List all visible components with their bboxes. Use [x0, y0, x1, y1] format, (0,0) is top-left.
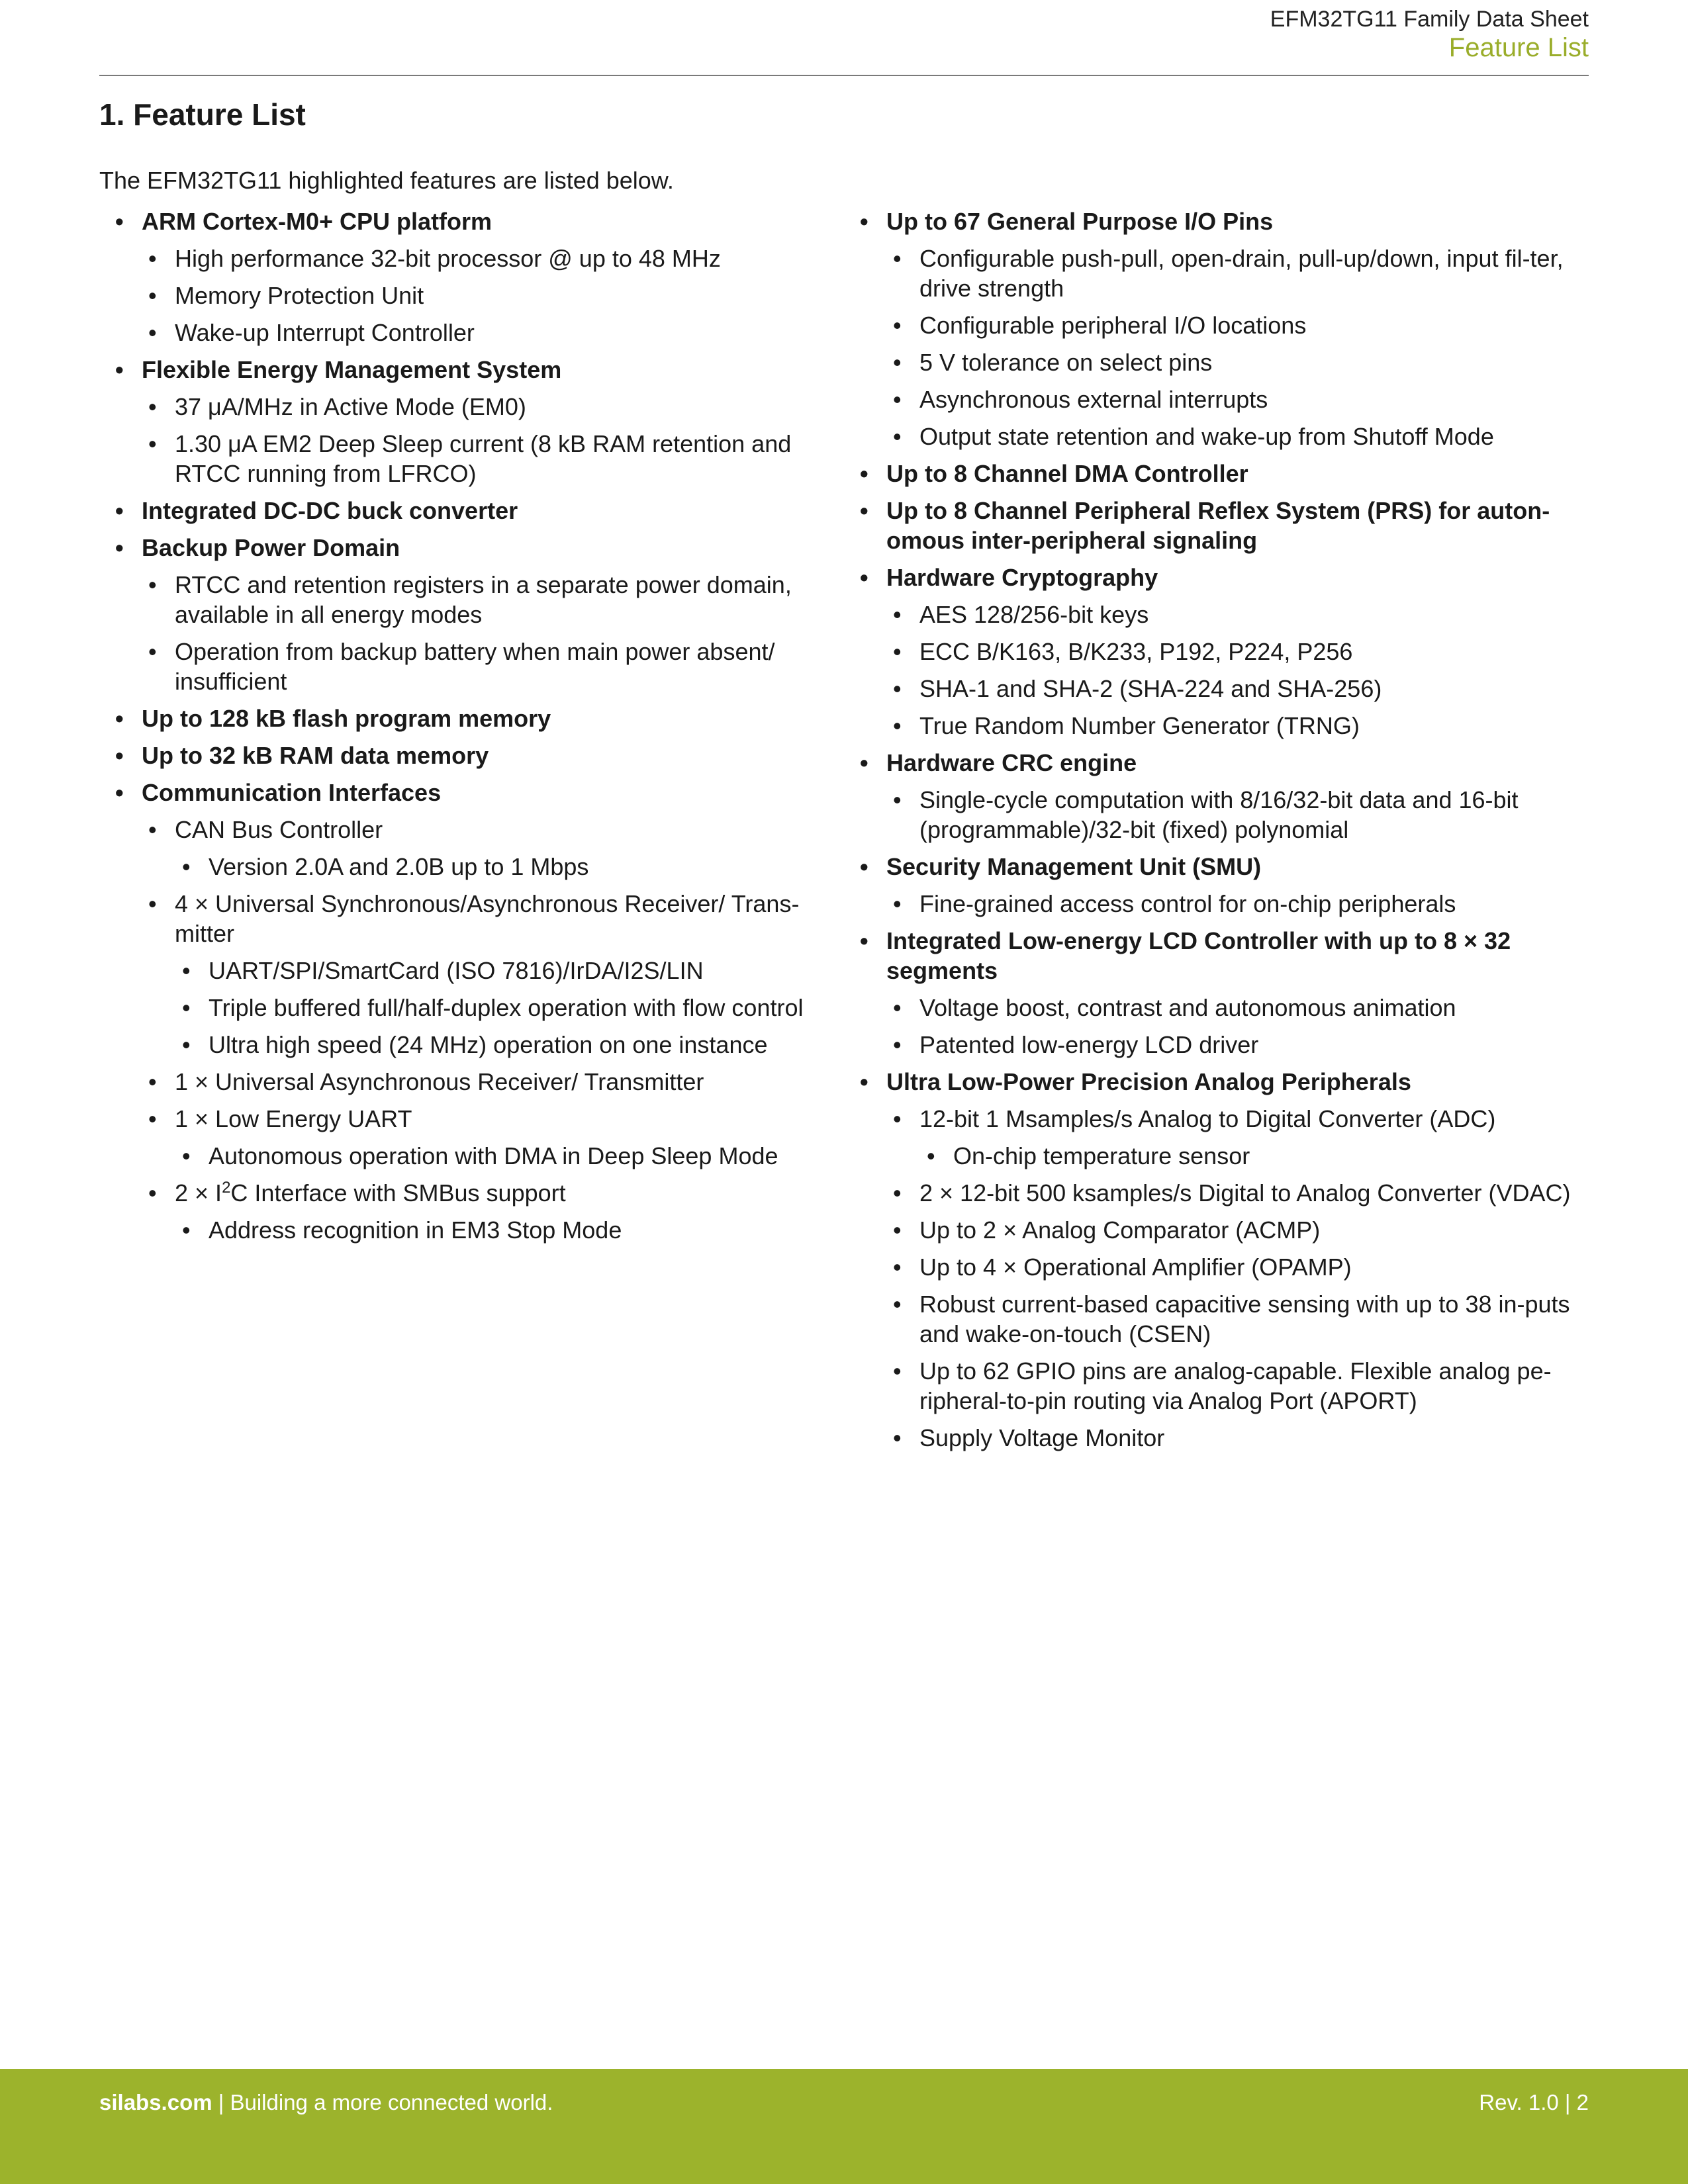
- feature-text: Security Management Unit (SMU): [886, 853, 1262, 880]
- feature-text: CAN Bus Controller: [175, 816, 383, 843]
- feature-column-left: [113, 206, 834, 1252]
- feature-text: Address recognition in EM3 Stop Mode: [209, 1216, 622, 1244]
- feature-item-level-2: [857, 600, 1589, 629]
- feature-item-level-3: [857, 1141, 1589, 1171]
- feature-item-level-3: [113, 993, 834, 1023]
- feature-text: Ultra high speed (24 MHz) operation on one instance: [209, 1031, 768, 1058]
- feature-text: Operation from backup battery when main power absent/ insufficient: [175, 638, 775, 695]
- feature-text: Robust current-based capacitive sensing with up to 38 in-puts and wake-on-touch (CSEN): [919, 1291, 1570, 1347]
- feature-item-level-2: [857, 422, 1589, 451]
- feature-text: AES 128/256-bit keys: [919, 601, 1149, 628]
- feature-item-level-2: [113, 889, 834, 948]
- footer-site-link[interactable]: silabs.com: [99, 2090, 212, 2115]
- feature-item-level-1: [857, 563, 1589, 592]
- feature-item-level-1: [113, 533, 834, 563]
- feature-item-level-1: [113, 741, 834, 770]
- feature-item-level-1: [113, 778, 834, 807]
- feature-item-level-2: [857, 637, 1589, 666]
- feature-item-level-3: [113, 956, 834, 985]
- feature-text: Triple buffered full/half-duplex operation with flow control: [209, 994, 804, 1021]
- feature-text: Autonomous operation with DMA in Deep Sleep Mode: [209, 1142, 778, 1169]
- feature-item-level-2: [857, 1356, 1589, 1416]
- feature-item-level-2: [113, 815, 834, 844]
- feature-text: Flexible Energy Management System: [142, 356, 562, 383]
- feature-item-level-2: [857, 1178, 1589, 1208]
- feature-item-level-2: [857, 385, 1589, 414]
- feature-text: On-chip temperature sensor: [953, 1142, 1250, 1169]
- feature-superscript: 2: [222, 1179, 231, 1197]
- feature-item-level-2: [857, 1104, 1589, 1134]
- feature-text: 1 × Low Energy UART: [175, 1105, 412, 1132]
- feature-text: 12-bit 1 Msamples/s Analog to Digital Converter (ADC): [919, 1105, 1496, 1132]
- section-title: 1. Feature List: [99, 97, 306, 132]
- feature-item-level-2: [113, 1104, 834, 1134]
- header-rule: [99, 75, 1589, 76]
- feature-item-level-2: [113, 570, 834, 629]
- feature-item-level-2: [113, 392, 834, 422]
- feature-item-level-2: [857, 1289, 1589, 1349]
- feature-item-level-1: [113, 496, 834, 525]
- feature-text: Memory Protection Unit: [175, 282, 424, 309]
- feature-text: Hardware CRC engine: [886, 749, 1137, 776]
- feature-text: Fine-grained access control for on-chip peripherals: [919, 890, 1456, 917]
- feature-item-level-2: [113, 429, 834, 488]
- feature-text: SHA-1 and SHA-2 (SHA-224 and SHA-256): [919, 675, 1382, 702]
- feature-text: Single-cycle computation with 8/16/32-bit data and 16-bit (programmable)/32-bit (fixed) polynomial: [919, 786, 1519, 843]
- feature-item-level-3: [113, 1030, 834, 1060]
- feature-item-level-2: [113, 1178, 834, 1208]
- feature-item-level-2: [857, 1252, 1589, 1282]
- footer-revision: Rev. 1.0 | 2: [1479, 2090, 1589, 2115]
- feature-text: Communication Interfaces: [142, 779, 442, 806]
- feature-text: 1 × Universal Asynchronous Receiver/ Transmitter: [175, 1068, 704, 1095]
- feature-item-level-1: [113, 355, 834, 385]
- feature-text: Output state retention and wake-up from Shutoff Mode: [919, 423, 1494, 450]
- feature-item-level-2: [113, 637, 834, 696]
- feature-item-level-2: [857, 993, 1589, 1023]
- feature-item-level-3: [113, 1215, 834, 1245]
- feature-text: Integrated Low-energy LCD Controller with up to 8 × 32 segments: [886, 927, 1511, 984]
- feature-text: True Random Number Generator (TRNG): [919, 712, 1360, 739]
- feature-item-level-2: [857, 674, 1589, 704]
- footer-tagline: | Building a more connected world.: [212, 2090, 553, 2115]
- feature-item-level-1: [857, 748, 1589, 778]
- feature-text: RTCC and retention registers in a separate power domain, available in all energy modes: [175, 571, 792, 628]
- feature-item-level-2: [857, 1423, 1589, 1453]
- feature-item-level-2: [857, 889, 1589, 919]
- feature-text: UART/SPI/SmartCard (ISO 7816)/IrDA/I2S/LIN: [209, 957, 704, 984]
- feature-text: High performance 32-bit processor @ up to 48 MHz: [175, 245, 721, 272]
- feature-list-left: [113, 206, 834, 1245]
- feature-text: 37 μA/MHz in Active Mode (EM0): [175, 393, 526, 420]
- feature-text: Configurable peripheral I/O locations: [919, 312, 1307, 339]
- feature-item-level-2: [113, 318, 834, 347]
- feature-text: Version 2.0A and 2.0B up to 1 Mbps: [209, 853, 589, 880]
- feature-text: Supply Voltage Monitor: [919, 1424, 1165, 1451]
- feature-text: 4 × Universal Synchronous/Asynchronous Receiver/ Trans-mitter: [175, 890, 800, 947]
- feature-text-after: C Interface with SMBus support: [230, 1179, 566, 1206]
- feature-item-level-2: [857, 347, 1589, 377]
- feature-item-level-2: [113, 281, 834, 310]
- feature-item-level-2: [113, 1067, 834, 1097]
- feature-item-level-2: [857, 711, 1589, 741]
- feature-item-level-2: [113, 244, 834, 273]
- footer-left: [99, 2090, 553, 2115]
- feature-item-level-2: [857, 785, 1589, 844]
- feature-item-level-2: [857, 1215, 1589, 1245]
- feature-list-right: [857, 206, 1589, 1453]
- feature-text: Up to 128 kB flash program memory: [142, 705, 551, 732]
- header-doc-title: EFM32TG11 Family Data Sheet: [1270, 7, 1589, 32]
- feature-text: 2 × 12-bit 500 ksamples/s Digital to Analog Converter (VDAC): [919, 1179, 1571, 1206]
- feature-text: Wake-up Interrupt Controller: [175, 319, 475, 346]
- feature-column-right: [857, 206, 1589, 1460]
- feature-text: Up to 8 Channel Peripheral Reflex System (PRS) for auton-omous inter-peripheral signaling: [886, 497, 1550, 554]
- feature-item-level-1: [857, 206, 1589, 236]
- feature-text: 1.30 μA EM2 Deep Sleep current (8 kB RAM retention and RTCC running from LFRCO): [175, 430, 792, 487]
- feature-item-level-3: [113, 1141, 834, 1171]
- feature-item-level-2: [857, 1030, 1589, 1060]
- feature-text: Configurable push-pull, open-drain, pull-up/down, input fil-ter, drive strength: [919, 245, 1564, 302]
- feature-text: Up to 2 × Analog Comparator (ACMP): [919, 1216, 1321, 1244]
- feature-text: ECC B/K163, B/K233, P192, P224, P256: [919, 638, 1353, 665]
- feature-item-level-3: [113, 852, 834, 882]
- feature-text: Integrated DC-DC buck converter: [142, 497, 518, 524]
- feature-text: 2 × I: [175, 1179, 222, 1206]
- section-intro: The EFM32TG11 highlighted features are listed below.: [99, 167, 674, 194]
- feature-item-level-2: [857, 244, 1589, 303]
- feature-text: Patented low-energy LCD driver: [919, 1031, 1259, 1058]
- feature-text: Up to 62 GPIO pins are analog-capable. Flexible analog pe-ripheral-to-pin routing via Analog Port (APORT): [919, 1357, 1552, 1414]
- feature-item-level-1: [113, 704, 834, 733]
- feature-item-level-1: [857, 496, 1589, 555]
- feature-text: Backup Power Domain: [142, 534, 400, 561]
- feature-text: Up to 67 General Purpose I/O Pins: [886, 208, 1274, 235]
- feature-text: Asynchronous external interrupts: [919, 386, 1268, 413]
- feature-item-level-1: [113, 206, 834, 236]
- feature-text: Up to 32 kB RAM data memory: [142, 742, 489, 769]
- feature-item-level-1: [857, 459, 1589, 488]
- feature-text: Hardware Cryptography: [886, 564, 1158, 591]
- feature-item-level-1: [857, 926, 1589, 985]
- feature-text: Ultra Low-Power Precision Analog Peripherals: [886, 1068, 1411, 1095]
- feature-text: 5 V tolerance on select pins: [919, 349, 1213, 376]
- feature-text: Voltage boost, contrast and autonomous animation: [919, 994, 1456, 1021]
- feature-text: Up to 4 × Operational Amplifier (OPAMP): [919, 1253, 1352, 1281]
- header-section-title: Feature List: [1448, 33, 1589, 62]
- feature-item-level-2: [857, 310, 1589, 340]
- footer-bar: [0, 2069, 1688, 2184]
- feature-item-level-1: [857, 852, 1589, 882]
- feature-text: ARM Cortex-M0+ CPU platform: [142, 208, 492, 235]
- feature-item-level-1: [857, 1067, 1589, 1097]
- feature-text: Up to 8 Channel DMA Controller: [886, 460, 1248, 487]
